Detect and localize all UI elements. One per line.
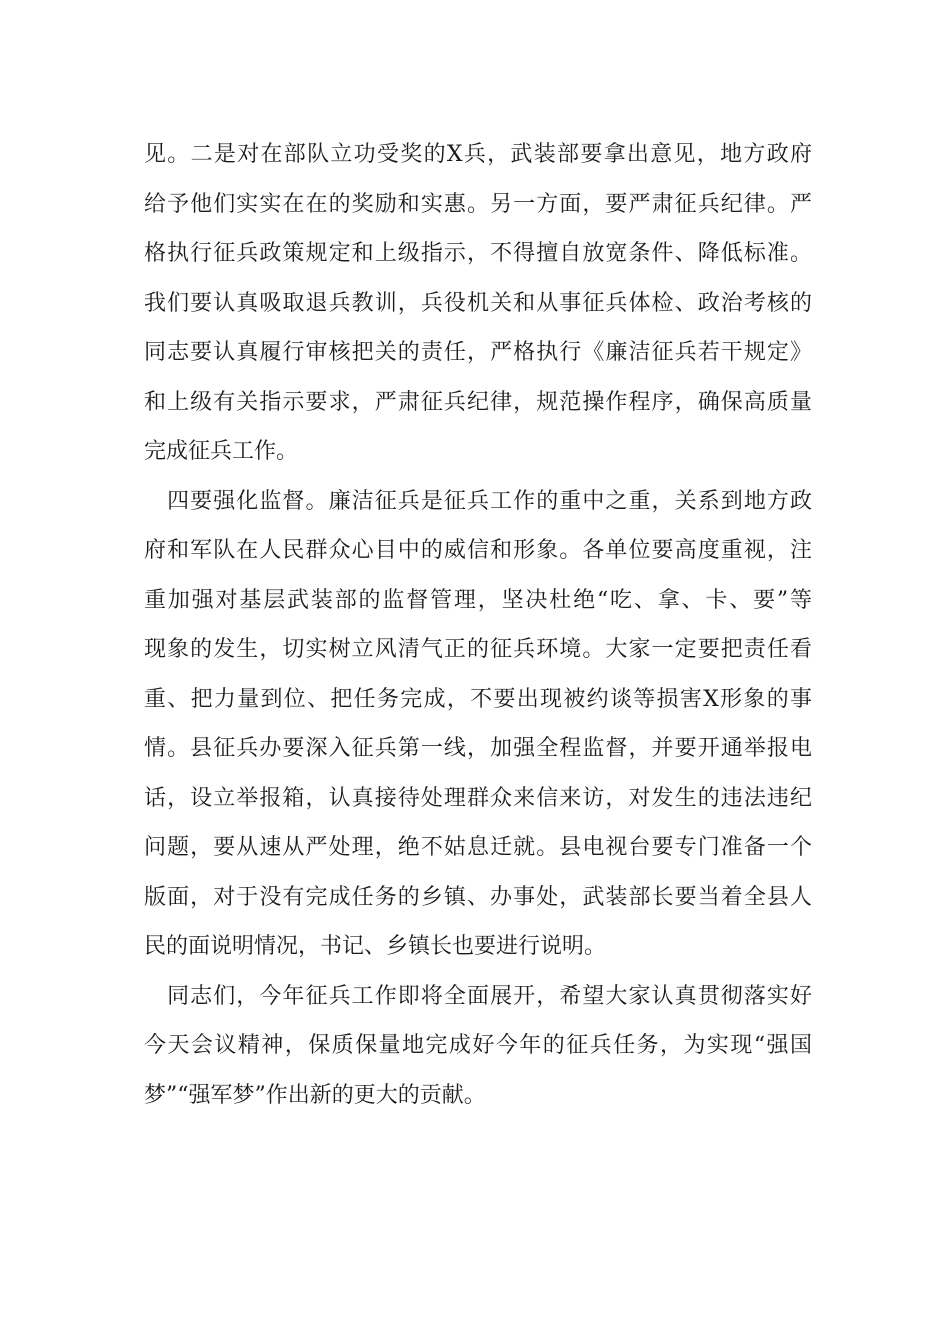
text-line: 话，设立举报箱，认真接待处理群众来信来访，对发生的违法违纪 (144, 785, 812, 811)
text-line: 同志们，今年征兵工作即将全面展开，希望大家认真贯彻落实好 (144, 983, 812, 1009)
text-line: 民的面说明情况，书记、乡镇长也要进行说明。 (144, 934, 607, 959)
text-line: 重加强对基层武装部的监督管理，坚决杜绝“吃、拿、卡、要”等 (144, 587, 812, 613)
text-line: 梦”“强军梦”作出新的更大的贡献。 (144, 1082, 486, 1108)
text-line: 格执行征兵政策规定和上级指示，不得擅自放宽条件、降低标准。 (144, 241, 812, 266)
text-line: 给予他们实实在在的奖励和实惠。另一方面，要严肃征兵纪律。严 (144, 191, 812, 217)
paragraph-3 (144, 972, 812, 1121)
text-line: 四要强化监督。廉洁征兵是征兵工作的重中之重，关系到地方政 (144, 488, 812, 514)
text-line: 见。二是对在部队立功受奖的X兵，武装部要拿出意见，地方政府 (144, 142, 812, 167)
text-line: 问题，要从速从严处理，绝不姑息迁就。县电视台要专门准备一个 (144, 835, 812, 860)
text-line: 情。县征兵办要深入征兵第一线，加强全程监督，并要开通举报电 (144, 736, 812, 761)
text-line: 今天会议精神，保质保量地完成好今年的征兵任务，为实现“强国 (144, 1033, 812, 1058)
paragraph-2 (144, 477, 812, 972)
text-line: 重、把力量到位、把任务完成，不要出现被约谈等损害X形象的事 (144, 686, 812, 712)
text-line: 我们要认真吸取退兵教训，兵役机关和从事征兵体检、政治考核的 (144, 290, 812, 316)
text-line: 同志要认真履行审核把关的责任，严格执行《廉洁征兵若干规定》 (144, 340, 812, 365)
text-line: 和上级有关指示要求，严肃征兵纪律，规范操作程序，确保高质量 (144, 389, 812, 415)
paragraph-1 (144, 130, 812, 477)
text-line: 府和军队在人民群众心目中的威信和形象。各单位要高度重视，注 (144, 538, 812, 563)
text-line: 完成征兵工作。 (144, 439, 299, 464)
text-line: 现象的发生，切实树立风清气正的征兵环境。大家一定要把责任看 (144, 637, 812, 662)
document-body (144, 130, 812, 1120)
text-line: 版面，对于没有完成任务的乡镇、办事处，武装部长要当着全县人 (144, 884, 812, 910)
